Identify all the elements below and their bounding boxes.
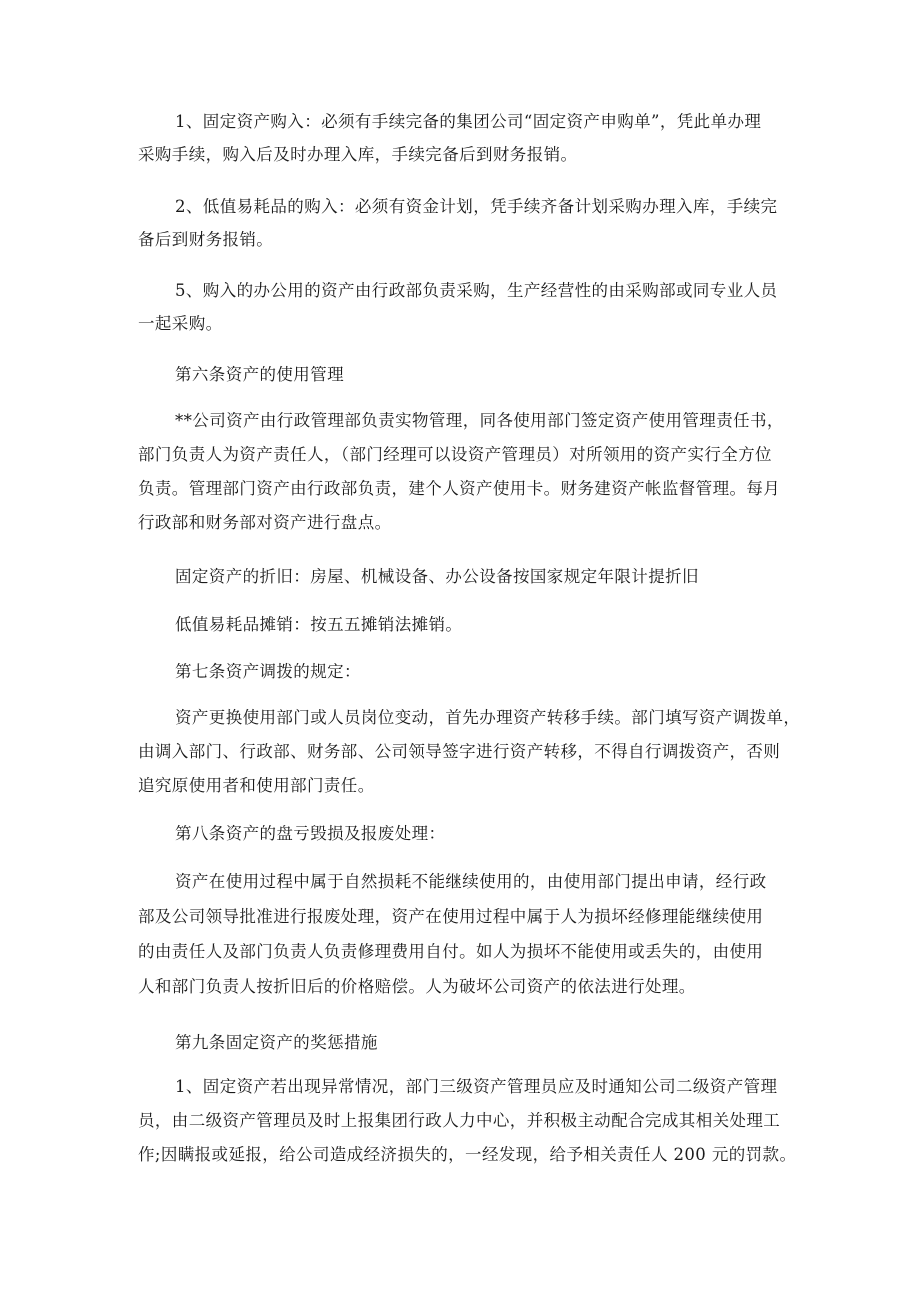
p8-line-3: 的由责任人及部门负责人负责修理费用自付。如人为损坏不能使用或丢失的，由使用: [138, 942, 764, 961]
p1-line-2: 采购手续，购入后及时办理入库，手续完备后到财务报销。: [138, 145, 578, 164]
p8-line-2: 部及公司领导批准进行报废处理，资产在使用过程中属于人为损坏经修理能继续使用: [138, 907, 764, 926]
p9-line-3: 作;因瞒报或延报，给公司造成经济损失的，一经发现，给予相关责任人 200 元的罚款。: [138, 1145, 797, 1164]
p8-line-1: 资产在使用过程中属于自然损耗不能继续使用的，由使用部门提出申请，经行政: [175, 872, 767, 891]
p4-line-2: 部门负责人为资产责任人，（部门经理可以设资产管理员）对所领用的资产实行全方位: [138, 445, 772, 464]
p3-line-1: 5、购入的办公用的资产由行政部负责采购，生产经营性的由采购部或同专业人员: [175, 281, 778, 300]
p9-line-2: 员，由二级资产管理员及时上报集团行政人力中心，并积极主动配合完成其相关处理工: [138, 1111, 781, 1130]
p4-line-4: 行政部和财务部对资产进行盘点。: [138, 513, 392, 532]
section-9-heading: 第九条固定资产的奖惩措施: [175, 1033, 378, 1052]
p4-line-3: 负责。管理部门资产由行政部负责，建个人资产使用卡。财务建资产帐监督管理。每月: [138, 479, 781, 498]
p9-line-1: 1、固定资产若出现异常情况，部门三级资产管理员应及时通知公司二级资产管理: [175, 1077, 778, 1096]
section-7-heading: 第七条资产调拨的规定：: [175, 662, 361, 681]
p7-line-2: 由调入部门、行政部、财务部、公司领导签字进行资产转移，不得自行调拨资产，否则: [138, 742, 781, 761]
p2-line-1: 2、低值易耗品的购入：必须有资金计划，凭手续齐备计划采购办理入库，手续完: [175, 197, 778, 216]
section-6-heading: 第六条资产的使用管理: [175, 365, 344, 384]
amortization-text: 低值易耗品摊销：按五五摊销法摊销。: [175, 615, 463, 634]
p7-line-3: 追究原使用者和使用部门责任。: [138, 776, 375, 795]
p8-line-4: 人和部门负责人按折旧后的价格赔偿。人为破坏公司资产的依法进行处理。: [138, 977, 696, 996]
p1-line-1: 1、固定资产购入：必须有手续完备的集团公司“固定资产申购单”，凭此单办理: [175, 112, 762, 131]
section-8-heading: 第八条资产的盘亏毁损及报废处理：: [175, 824, 446, 843]
p2-line-2: 备后到财务报销。: [138, 230, 274, 249]
p7-line-1: 资产更换使用部门或人员岗位变动，首先办理资产转移手续。部门填写资产调拨单，: [175, 708, 801, 727]
p4-line-1: **公司资产由行政管理部负责实物管理，同各使用部门签定资产使用管理责任书，: [175, 411, 784, 430]
depreciation-text: 固定资产的折旧：房屋、机械设备、办公设备按国家规定年限计提折旧: [175, 567, 699, 586]
p3-line-2: 一起采购。: [138, 314, 223, 333]
